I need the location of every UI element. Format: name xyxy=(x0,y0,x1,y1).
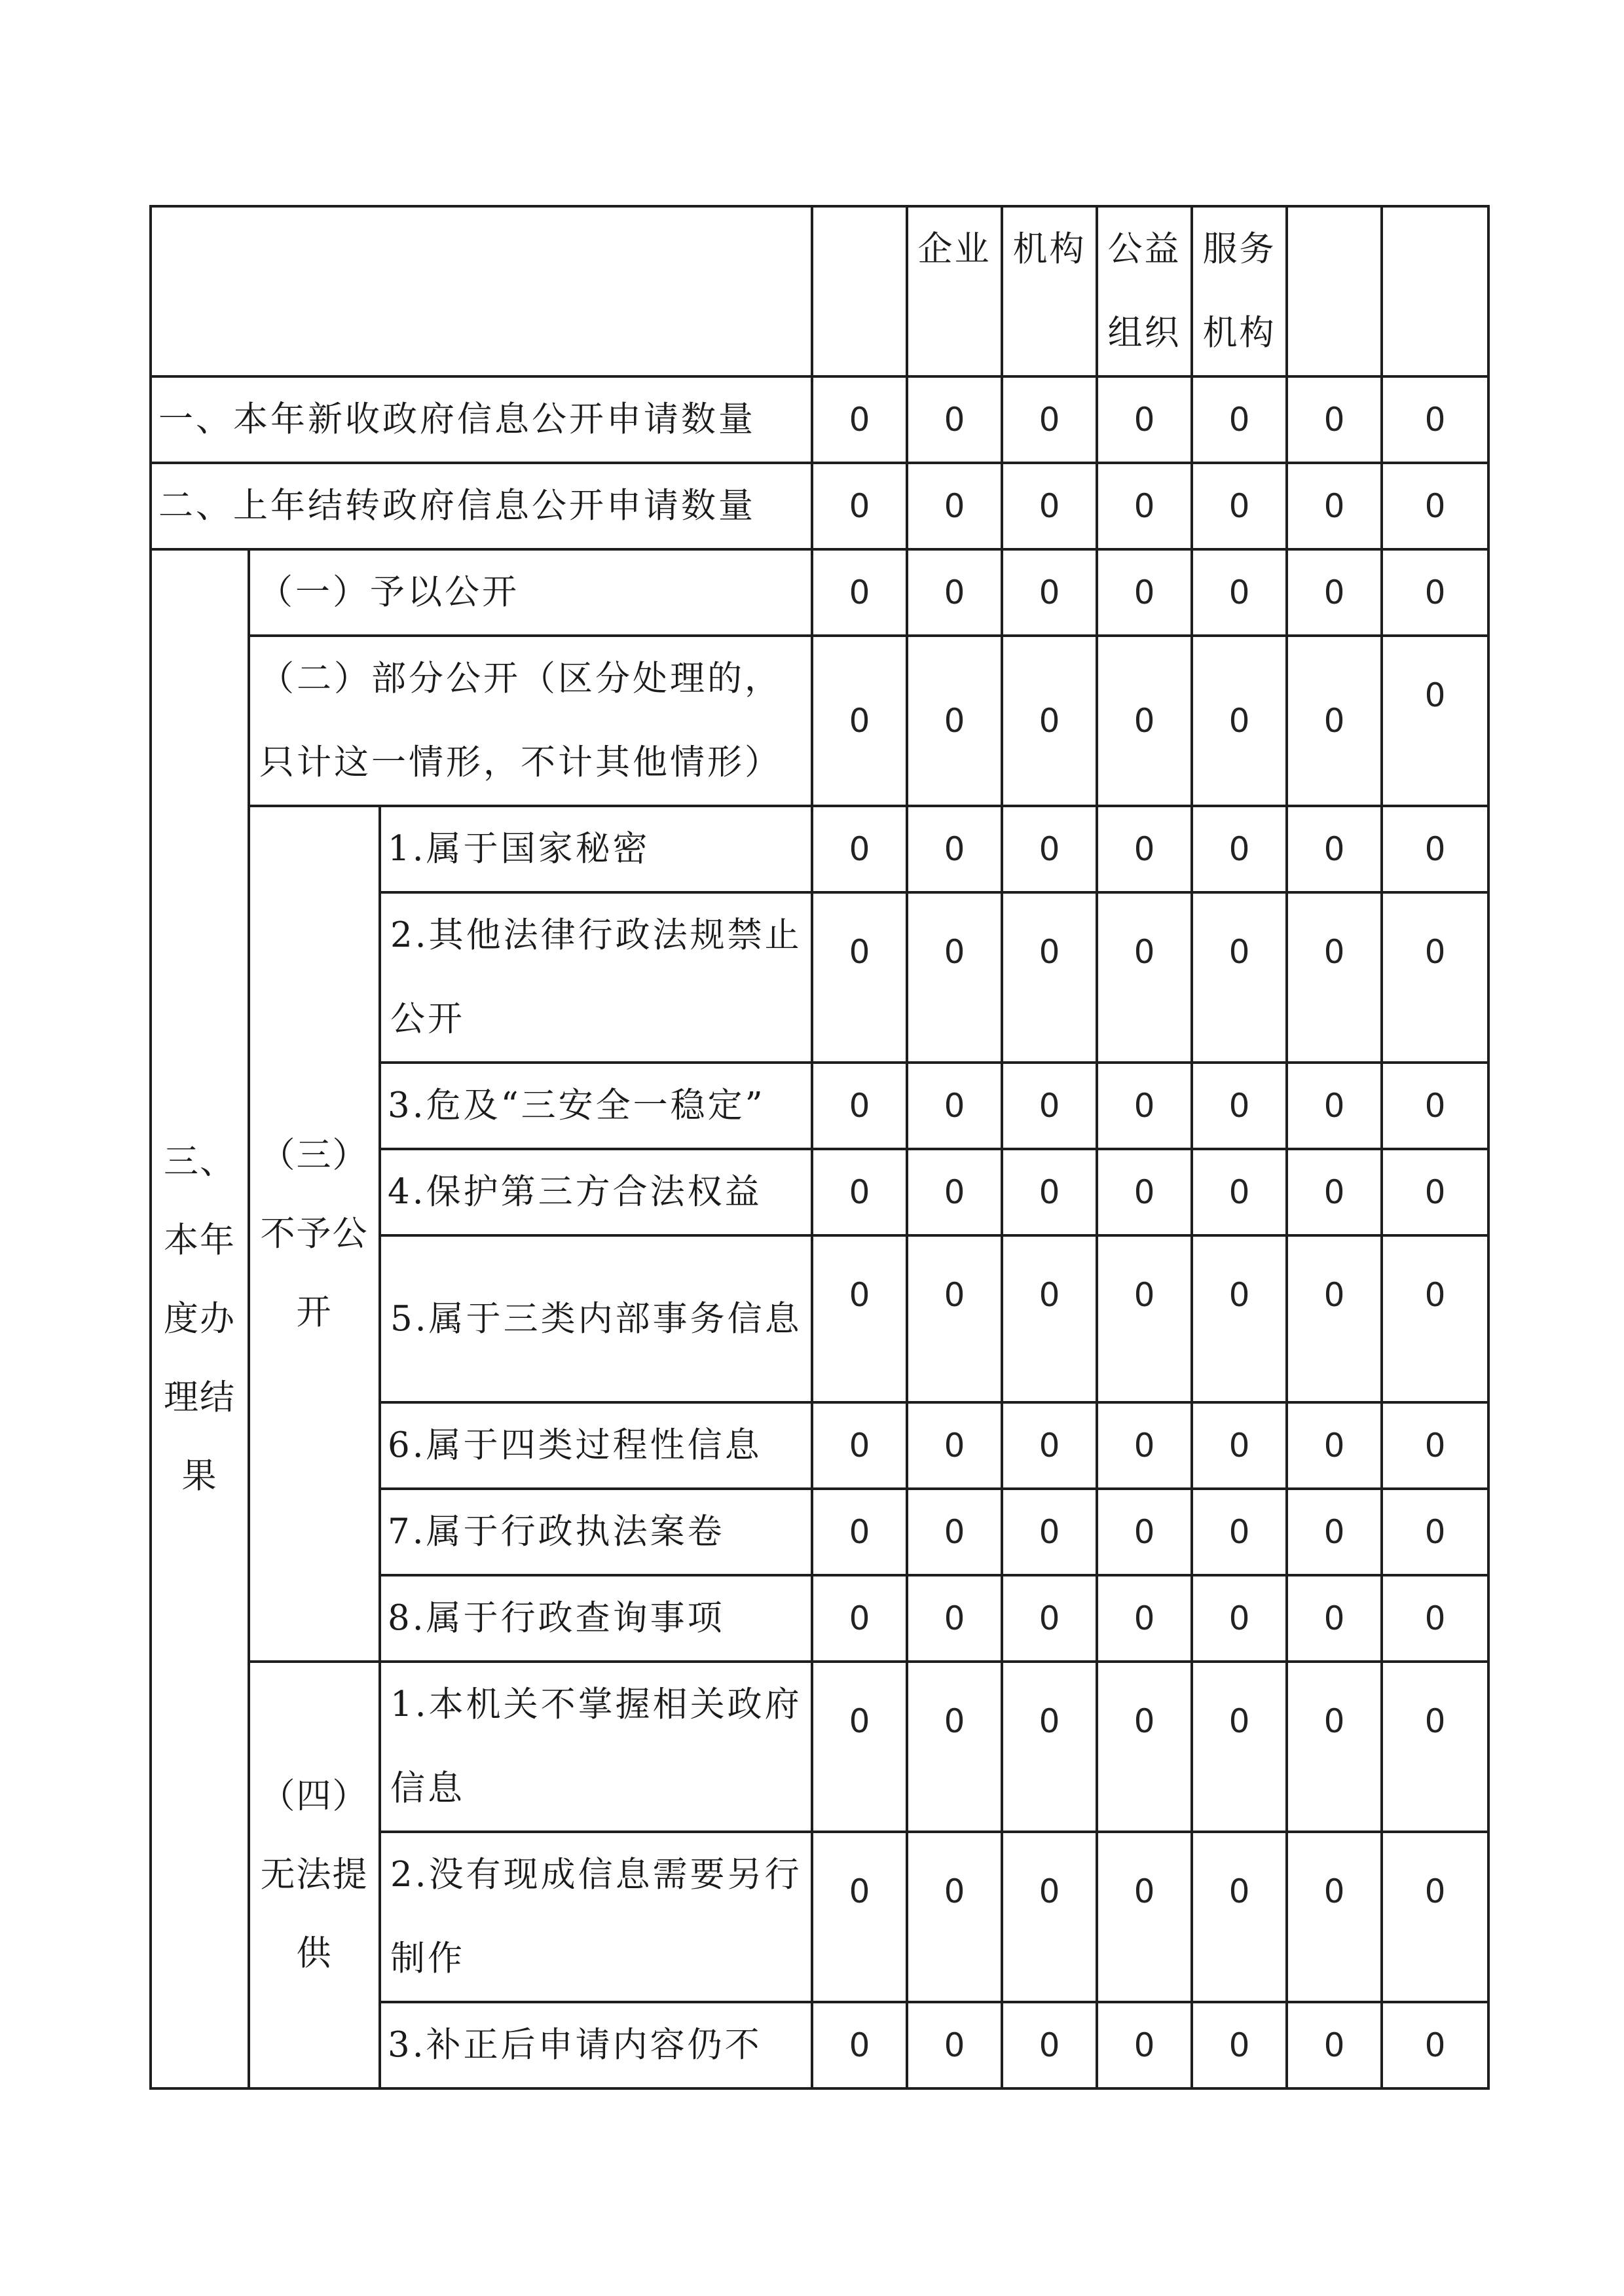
value-cell: 0 xyxy=(1002,549,1097,636)
row-label-admin-query: 8.属于行政查询事项 xyxy=(380,1575,812,1662)
value-cell: 0 xyxy=(1382,1662,1488,1832)
value-cell: 0 xyxy=(1097,1662,1192,1832)
header-col-7 xyxy=(1382,206,1488,376)
value-cell: 0 xyxy=(812,1662,907,1832)
value-cell: 0 xyxy=(1002,1489,1097,1575)
value-cell: 0 xyxy=(812,1063,907,1149)
value-cell: 0 xyxy=(812,1575,907,1662)
row-label-other-laws: 2.其他法律行政法规禁止公开 xyxy=(380,892,812,1063)
value-cell: 0 xyxy=(1002,376,1097,463)
value-cell: 0 xyxy=(1287,1662,1382,1832)
value-cell: 0 xyxy=(1287,1575,1382,1662)
section3-label xyxy=(151,549,249,2088)
header-col-1 xyxy=(812,206,907,376)
value-cell: 0 xyxy=(1097,892,1192,1063)
value-cell: 0 xyxy=(812,806,907,892)
row-label-three-security: 3.危及“三安全一稳定” xyxy=(380,1063,812,1149)
header-jigou-label: 机构 xyxy=(1012,229,1086,269)
value-cell: 0 xyxy=(1382,1575,1488,1662)
value-cell: 0 xyxy=(907,549,1002,636)
value-cell: 0 xyxy=(1097,549,1192,636)
row-label-carried-over: 二、上年结转政府信息公开申请数量 xyxy=(151,463,812,549)
header-row xyxy=(151,206,1488,376)
header-blank-cell xyxy=(151,206,812,376)
sub3-line1: （三） xyxy=(260,1135,369,1175)
value-cell: 0 xyxy=(1002,1063,1097,1149)
value-cell: 0 xyxy=(1382,1149,1488,1235)
row-label-partially-disclosed: （二）部分公开（区分处理的，只计这一情形，不计其他情形） xyxy=(249,636,812,806)
section3-line3: 度办 xyxy=(164,1298,236,1339)
table-row xyxy=(151,806,1488,892)
value-cell: 0 xyxy=(1382,549,1488,636)
value-cell: 0 xyxy=(1097,376,1192,463)
value-cell: 0 xyxy=(1382,463,1488,549)
value-cell: 0 xyxy=(1287,549,1382,636)
value-cell: 0 xyxy=(812,376,907,463)
value-cell: 0 xyxy=(1002,636,1097,806)
value-cell: 0 xyxy=(812,1489,907,1575)
value-cell: 0 xyxy=(1097,1575,1192,1662)
value-cell: 0 xyxy=(812,2002,907,2088)
value-cell: 0 xyxy=(1192,1402,1287,1489)
value-cell: 0 xyxy=(1287,2002,1382,2088)
value-cell: 0 xyxy=(907,1489,1002,1575)
value-cell: 0 xyxy=(907,1662,1002,1832)
value-cell: 0 xyxy=(907,376,1002,463)
value-cell: 0 xyxy=(1192,636,1287,806)
section3-line1: 三、 xyxy=(164,1141,236,1182)
value-cell: 0 xyxy=(1192,376,1287,463)
header-col-gongyi xyxy=(1097,206,1192,376)
value-cell: 0 xyxy=(907,463,1002,549)
value-cell: 0 xyxy=(1192,1235,1287,1402)
value-cell: 0 xyxy=(1192,2002,1287,2088)
row-label-state-secret: 1.属于国家秘密 xyxy=(380,806,812,892)
value-cell: 0 xyxy=(1382,376,1488,463)
value-cell: 0 xyxy=(1097,1402,1192,1489)
row-label-internal-affairs: 5.属于三类内部事务信息 xyxy=(380,1235,812,1402)
value-cell: 0 xyxy=(1382,1832,1488,2002)
value-cell: 0 xyxy=(1382,1235,1488,1402)
sub4-line2: 无法提 xyxy=(260,1855,369,1895)
value-cell: 0 xyxy=(1002,1149,1097,1235)
table-row xyxy=(151,1662,1488,1832)
value-cell: 0 xyxy=(907,2002,1002,2088)
row-label-no-info: 1.本机关不掌握相关政府信息 xyxy=(380,1662,812,1832)
value-cell: 0 xyxy=(1287,376,1382,463)
row-label-still-unclear: 3.补正后申请内容仍不 xyxy=(380,2002,812,2088)
row-label-process-info: 6.属于四类过程性信息 xyxy=(380,1402,812,1489)
value-cell: 0 xyxy=(1287,806,1382,892)
value-cell: 0 xyxy=(1192,549,1287,636)
value-cell: 0 xyxy=(907,636,1002,806)
sub4-line1: （四） xyxy=(260,1776,369,1816)
value-cell: 0 xyxy=(1287,1832,1382,2002)
value-cell: 0 xyxy=(1002,892,1097,1063)
value-cell: 0 xyxy=(1002,1575,1097,1662)
table-row xyxy=(151,376,1488,463)
value-cell: 0 xyxy=(812,1235,907,1402)
section3-line5: 果 xyxy=(181,1455,218,1496)
value-cell: 0 xyxy=(1382,2002,1488,2088)
disclosure-stats-table xyxy=(149,205,1490,2090)
table-row xyxy=(151,636,1488,806)
value-cell: 0 xyxy=(812,463,907,549)
header-col-qiye xyxy=(907,206,1002,376)
value-cell: 0 xyxy=(1097,1149,1192,1235)
row-label-third-party: 4.保护第三方合法权益 xyxy=(380,1149,812,1235)
value-cell: 0 xyxy=(1097,806,1192,892)
header-col-fuwu xyxy=(1192,206,1287,376)
value-cell: 0 xyxy=(812,1402,907,1489)
value-cell: 0 xyxy=(1382,1489,1488,1575)
value-cell: 0 xyxy=(907,1235,1002,1402)
value-cell: 0 xyxy=(1002,1235,1097,1402)
value-cell: 0 xyxy=(1192,1489,1287,1575)
value-cell: 0 xyxy=(1097,1489,1192,1575)
value-cell: 0 xyxy=(1192,1575,1287,1662)
value-cell: 0 xyxy=(812,1832,907,2002)
header-fuwu-line1: 服务 xyxy=(1202,229,1276,269)
value-cell: 0 xyxy=(1382,636,1488,806)
section3-line4: 理结 xyxy=(164,1377,236,1417)
value-cell: 0 xyxy=(1382,1063,1488,1149)
value-cell: 0 xyxy=(1097,463,1192,549)
value-cell: 0 xyxy=(812,1149,907,1235)
value-cell: 0 xyxy=(1287,463,1382,549)
sub3-line2: 不予公 xyxy=(260,1213,369,1254)
value-cell: 0 xyxy=(1192,1149,1287,1235)
value-cell: 0 xyxy=(907,892,1002,1063)
table-row xyxy=(151,549,1488,636)
value-cell: 0 xyxy=(907,1149,1002,1235)
value-cell: 0 xyxy=(1097,1063,1192,1149)
value-cell: 0 xyxy=(1002,1832,1097,2002)
value-cell: 0 xyxy=(1097,1832,1192,2002)
header-col-jigou xyxy=(1002,206,1097,376)
header-col-6 xyxy=(1287,206,1382,376)
value-cell: 0 xyxy=(907,806,1002,892)
value-cell: 0 xyxy=(1287,1235,1382,1402)
header-gongyi-line1: 公益 xyxy=(1107,229,1181,269)
sub-section4-label xyxy=(249,1662,380,2088)
header-gongyi-line2: 组织 xyxy=(1107,313,1181,353)
value-cell: 0 xyxy=(1287,1149,1382,1235)
row-label-enforcement-files: 7.属于行政执法案卷 xyxy=(380,1489,812,1575)
row-label-needs-production: 2.没有现成信息需要另行制作 xyxy=(380,1832,812,2002)
value-cell: 0 xyxy=(1287,892,1382,1063)
value-cell: 0 xyxy=(907,1063,1002,1149)
value-cell: 0 xyxy=(812,636,907,806)
value-cell: 0 xyxy=(1002,1402,1097,1489)
value-cell: 0 xyxy=(907,1575,1002,1662)
value-cell: 0 xyxy=(1192,806,1287,892)
sub4-line3: 供 xyxy=(296,1933,333,1973)
header-fuwu-line2: 机构 xyxy=(1202,313,1276,353)
row-label-disclosed: （一）予以公开 xyxy=(249,549,812,636)
value-cell: 0 xyxy=(1287,1063,1382,1149)
sub3-line3: 开 xyxy=(296,1292,333,1332)
table-row xyxy=(151,463,1488,549)
value-cell: 0 xyxy=(1192,463,1287,549)
sub-section3-label xyxy=(249,806,380,1662)
value-cell: 0 xyxy=(1287,636,1382,806)
value-cell: 0 xyxy=(1192,892,1287,1063)
value-cell: 0 xyxy=(1192,1832,1287,2002)
value-cell: 0 xyxy=(907,1832,1002,2002)
value-cell: 0 xyxy=(1287,1402,1382,1489)
section3-line2: 本年 xyxy=(164,1220,236,1260)
value-cell: 0 xyxy=(1002,1662,1097,1832)
value-cell: 0 xyxy=(812,549,907,636)
value-cell: 0 xyxy=(1002,463,1097,549)
value-cell: 0 xyxy=(1002,806,1097,892)
value-cell: 0 xyxy=(907,1402,1002,1489)
value-cell: 0 xyxy=(1287,1489,1382,1575)
value-cell: 0 xyxy=(1002,2002,1097,2088)
row-label-new-requests: 一、本年新收政府信息公开申请数量 xyxy=(151,376,812,463)
value-cell: 0 xyxy=(1382,892,1488,1063)
value-cell: 0 xyxy=(1382,806,1488,892)
value-cell: 0 xyxy=(1097,636,1192,806)
value-cell: 0 xyxy=(1192,1662,1287,1832)
header-qiye-label: 企业 xyxy=(917,229,991,269)
value-cell: 0 xyxy=(1382,1402,1488,1489)
value-cell: 0 xyxy=(1192,1063,1287,1149)
value-cell: 0 xyxy=(1097,2002,1192,2088)
value-cell: 0 xyxy=(812,892,907,1063)
value-cell: 0 xyxy=(1097,1235,1192,1402)
